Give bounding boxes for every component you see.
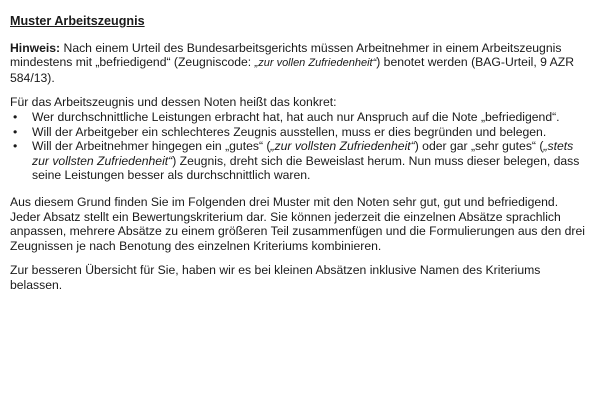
bullet-list (10, 110, 586, 183)
list-item (10, 125, 586, 140)
bullet-text-part-3: ) Zeugnis, dreht sich die Beweislast herum. Nun muss dieser belegen, dass seine Leistungen besser als durchschnittlich waren. (32, 153, 580, 183)
body-paragraph-1: Aus diesem Grund finden Sie im Folgenden drei Muster mit den Noten sehr gut, gut und befriedigend. Jeder Absatz stellt ein Bewertungskriterium dar. Sie können jederzeit die einzelnen Absätze sprachlich anpassen, mehrere Absätze zu einem größeren Teil zusammenfügen und die Formulierungen aus den drei Zeugnissen je nach Benotung des einzelnen Kriteriums kombinieren. (10, 194, 585, 253)
list-item (10, 110, 586, 125)
grade-code-good: „zur vollsten Zufriedenheit“ (270, 139, 415, 154)
bullet-text: Wer durchschnittliche Leistungen erbracht hat, hat auch nur Anspruch auf die Note „befriedigend“. (32, 109, 560, 124)
hint-text-part-2: ) benotet werden (BAG-Urteil, 9 AZR 584/13). (10, 55, 575, 85)
hint-text-part-1: Nach einem Urteil des Bundesarbeitsgerichts müssen Arbeitnehmer in einem Arbeitszeugnis mindestens mit „befriedigend“ (Zeugniscode: (10, 40, 562, 70)
document-title: Muster Arbeitszeugnis (10, 14, 145, 28)
bullet-marker: • (13, 124, 18, 139)
list-item (10, 139, 586, 183)
hint-label: Hinweis: (10, 40, 61, 55)
bullet-text-part-1: Will der Arbeitnehmer hingegen ein „gutes“ ( (32, 139, 271, 154)
body-paragraph-2: Zur besseren Übersicht für Sie, haben wir es bei kleinen Absätzen inklusive Namen des Kriteriums belassen. (10, 263, 541, 292)
list-intro: Für das Arbeitszeugnis und dessen Noten heißt das konkret: (10, 95, 337, 110)
bullet-text-part-2: ) oder gar „sehr gutes“ ( (414, 139, 544, 154)
hint-paragraph (10, 41, 586, 86)
bullet-marker: • (13, 109, 18, 124)
grade-code-very-good: „stets zur vollsten Zufriedenheit“ (32, 139, 574, 168)
bullet-text: Will der Arbeitgeber ein schlechteres Zeugnis ausstellen, muss er dies begründen und belegen. (32, 124, 547, 139)
bullet-marker: • (13, 139, 18, 154)
hint-code: „zur vollen Zufriedenheit“ (254, 57, 377, 70)
